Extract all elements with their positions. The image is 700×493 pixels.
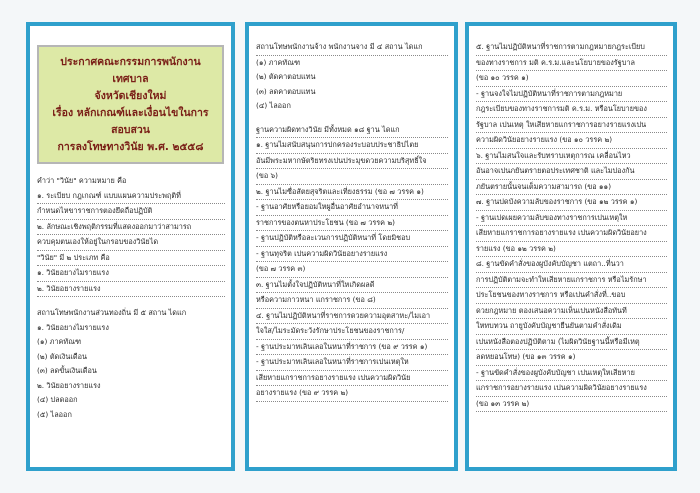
text-line: - ฐานทุจริต เปนความผิดวินัยอยางรายแรง [256, 247, 448, 263]
text-line: รัฐบาล เปนเหตุ ใหเสียหายแกราชการอยางรายแรงเปน [476, 118, 667, 134]
title-line: ประกาศคณะกรรมการพนักงานเทศบาล [60, 56, 201, 85]
text-line: ๒. วินัยอยางรายแรง [37, 380, 101, 390]
text-line: ๑. ฐานไมสนับสนุนการปกครองระบอบประชาธิปไตย [256, 138, 448, 154]
text-line: สถานโทษพนักงานจ้าง พนักงานจาง มี ๔ สถาน ไดแก [256, 40, 448, 56]
penalty-and-offense-text [249, 40, 454, 402]
text-line: กฎระเบียบของทางราชการมติ ค.ร.ม. หรือนโยบายของ [476, 102, 667, 118]
text-line: - ฐานขัดคำสั่งของผูบังคับบัญชา เปนเหตุใหเสียหาย [476, 366, 667, 382]
title-line: เรื่อง หลักเกณฑ์และเงื่อนไขในการสอบสวน [52, 107, 209, 136]
offense-list-continued-text [469, 40, 673, 412]
announcement-title-box [37, 45, 224, 164]
text-line: (๕) ไลออก [37, 409, 72, 419]
text-line: ควบคุมตนเองให้อยู่ในกรอบของวินัยได [37, 235, 225, 251]
spacer [37, 297, 225, 306]
title-line: จังหวัดเชียงใหม่ [94, 90, 167, 102]
text-line: (๔) ปลดออก [37, 395, 78, 404]
discipline-definition-text [30, 174, 231, 422]
text-line: ๖. ฐานไมสนใจและรับทราบเหตุการณ เคลื่อนไหว [476, 149, 667, 165]
text-line: ประโยชนของทางราชการ หรือเปนคำสั่งที่..ขอบ [476, 288, 667, 304]
text-line: ๕. ฐานไมปฏิบัติหนาที่ราชการตามกฎหมายกฎระเบียบ [476, 40, 667, 56]
text-line: (๒) ตัดคาตอบแทน [256, 72, 316, 81]
text-line: ๗. ฐานปดบังความลับของราชการ (ขอ ๑๒ วรรค ๑) [476, 195, 667, 211]
text-line: สถานโทษพนักงานส่วนทองถิ่น มี ๕ สถาน ไดแก [37, 308, 187, 317]
text-line: อันมีพระมหากษัตริยทรงเปนประมุขดวยความบริสุทธิ์ใจ [256, 154, 448, 170]
text-line: อยางรายแรง (ขอ ๙ วรรค ๒) [256, 386, 448, 402]
text-line: - ฐานอาศัยหรือยอมใหผูอื่นอาศัยอำนาจหนาที่ [256, 200, 448, 216]
text-line: เสียหายแกราชการอยางรายแรง เปนความผิดวินัยอยาง [476, 226, 667, 242]
text-line: ๓. ฐานไมตั้งใจปฏิบัติหนาที่ใหเกิดผลดี [256, 278, 448, 294]
text-line: (ขอ ๗ วรรค ๓) [256, 262, 448, 278]
text-line: (ขอ ๖) [256, 169, 448, 185]
text-line: ฐานความผิดทางวินัย มีทั้งหมด ๑๘ ฐาน ไดแก [256, 123, 448, 139]
text-line: หรือความกาวหนา แกราชการ (ขอ ๘) [256, 293, 448, 309]
text-line: ๘. ฐานขัดคำสั่งของผูบังคับบัญชา แตถา..ที่นวา [476, 257, 667, 273]
text-line: - ฐานประมาทเลินเลอในหนาที่ราชการ (ขอ ๙ วรรค ๑) [256, 340, 448, 356]
text-line: ๒. ฐานไมซื่อสัตยสุจริตและเที่ยงธรรม (ขอ ๗ วรรค ๑) [256, 185, 448, 201]
spacer [256, 114, 448, 123]
text-line: (๑) ภาคทัณฑ [37, 337, 82, 346]
text-line: (๔) ไลออก [256, 101, 291, 110]
text-line: คำว่า "วินัย" ความหมาย คือ [37, 176, 127, 185]
text-line: ๑. ระเบียบ กฎเกณฑ์ แบบแผนความประพฤติที่ [37, 189, 225, 205]
title-line: การลงโทษทางวินัย พ.ศ. ๒๕๕๘ [57, 141, 204, 153]
text-line: (๒) ตัดเงินเดือน [37, 351, 87, 361]
text-line: ราชการของตนหาประโยชน (ขอ ๗ วรรค ๒) [256, 216, 448, 232]
text-line: (ขอ ๑๓ วรรค ๒) [476, 397, 667, 413]
text-line: เปนหนังสือตองปฏิบัติตาม (ไมผิดวินัยฐานนี้หรือมีเหตุ [476, 335, 667, 351]
text-line: ลดหยอนโทษ) (ขอ ๑๓ วรรค ๑) [476, 350, 667, 366]
text-line: (๑) ภาคทัณฑ [256, 57, 301, 67]
text-line: (๓) ลดขั้นเงินเดือน [37, 366, 97, 375]
text-line: อันอาจเปนภยันตรายตอประเทศชาติ และไมปองกัน [476, 164, 667, 180]
text-line: เสียหายแกราชการอยางรายแรง เปนความผิดวินัย [256, 371, 448, 387]
text-line: ๑. วินัยอยางไมรายแรง [37, 266, 225, 282]
text-line: - ฐานปฏิบัติหรือละเวนการปฏิบัติหนาที่ โดยมิชอบ [256, 231, 448, 247]
text-line: (ขอ ๑๐ วรรค ๑) [476, 71, 667, 87]
text-line: แกราชการอยางรายแรง เปนความผิดวินัยอยางรายแรง [476, 381, 667, 397]
middle-panel [245, 22, 458, 471]
text-line: ๒. วินัยอยางรายแรง [37, 282, 225, 298]
text-line: ใหทบทวน ถายูบังคับบัญชายืนยันตามคำสั่งเดิม [476, 319, 667, 335]
text-line: การปฏิบัติตามจะทำใหเสียหายแกราชการ หรือไมรักษา [476, 273, 667, 289]
text-line: ของทางราชการ มติ ค.ร.ม.และนโยบายของรัฐบาล [476, 56, 667, 72]
text-line: ภยันตรายนั้นจนเต็มความสามารถ (ขอ ๑๑) [476, 180, 667, 196]
right-panel [465, 22, 677, 471]
text-line: (๓) ลดคาตอบแทน [256, 86, 316, 96]
text-line: - ฐานจงใจไมปฏิบัติหนาที่ราชการตามกฎหมาย [476, 87, 667, 103]
text-line: ความผิดวินัยอยางรายแรง (ขอ ๑๐ วรรค ๒) [476, 133, 667, 149]
text-line: - ฐานเปดเผยความลับของทางราชการเปนเหตุให [476, 211, 667, 227]
text-line: "วินัย" มี ๒ ประเภท คือ [37, 251, 225, 267]
text-line: ๑. วินัยอยางไมรายแรง [37, 322, 109, 332]
text-line: รายแรง (ขอ ๑๒ วรรค ๒) [476, 242, 667, 258]
text-line: กำหนดไหขาราชการตองยึดถือปฏิบัติ [37, 204, 225, 220]
text-line: - ฐานประมาทเลินเลอในหนาที่ราชการเปนเหตุให [256, 355, 448, 371]
text-line: ดวยกฎหมาย ตองเสนอความเห็นเปนหนังสือทันที [476, 304, 667, 320]
text-line: ใจใส/ไมระมัดระวังรักษาประโยชนของราชการ/ [256, 324, 448, 340]
left-panel [26, 22, 235, 471]
text-line: ๒. ลักษณะเชิงพฤติกรรมที่แสดงออกมาว่าสามารถ [37, 220, 225, 236]
text-line: ๔. ฐานไมปฏิบัติหนาที่ราชการดวยความอุตสาหะ/ไมเอา [256, 309, 448, 325]
